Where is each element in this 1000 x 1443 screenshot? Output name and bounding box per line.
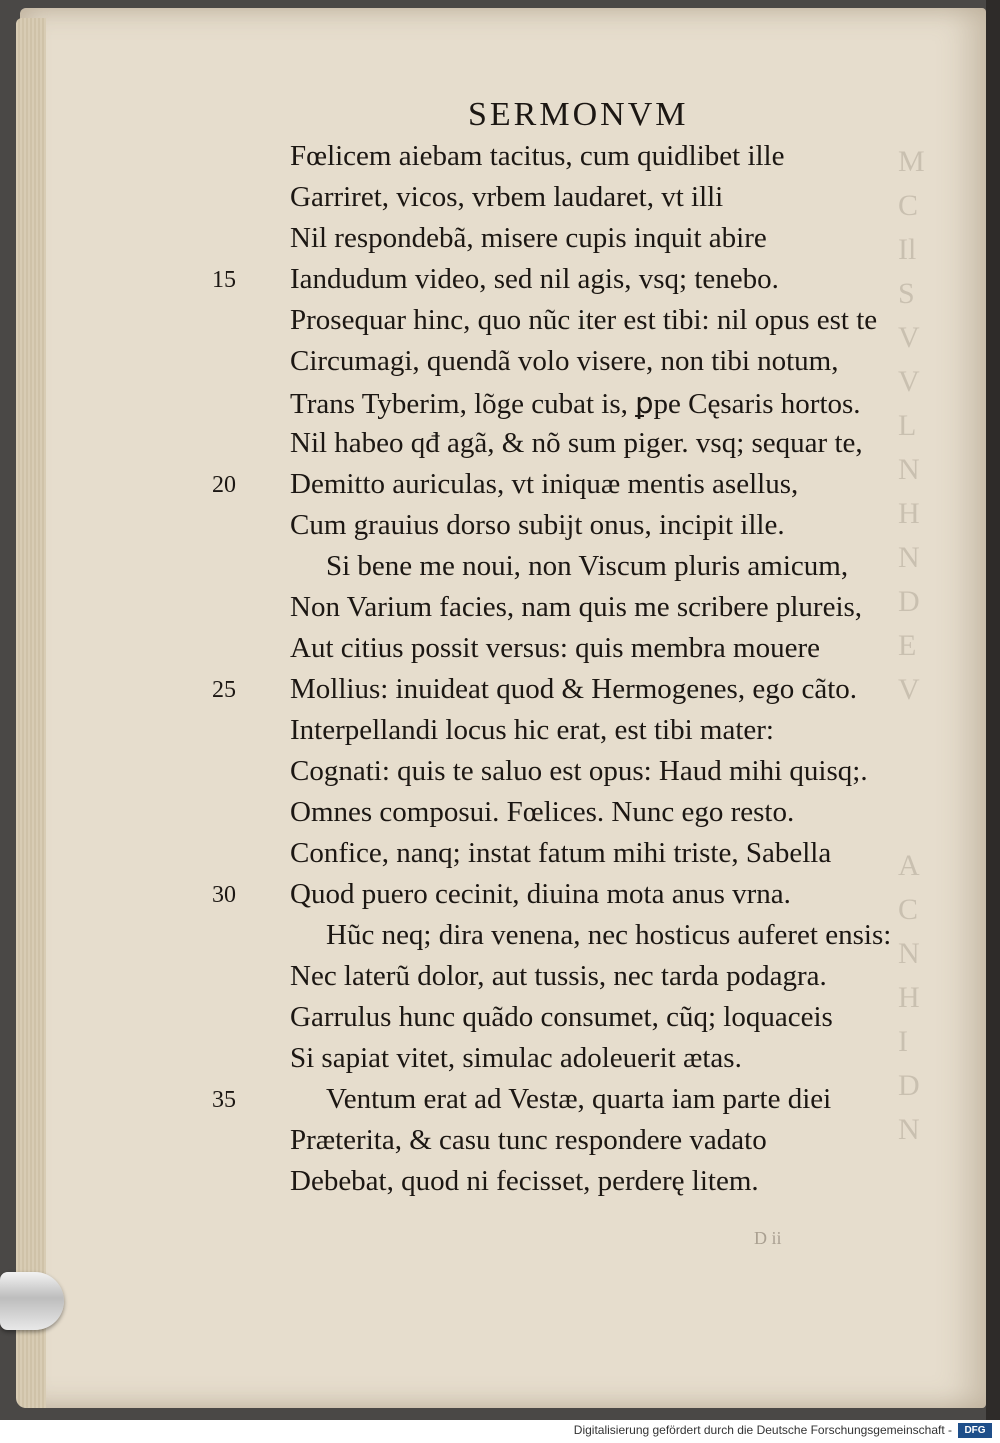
verse-line: Nil respondebã, misere cupis inquit abire [290, 222, 767, 254]
verse-line: Confice, nanq; instat fatum mihi triste, Sabella [290, 837, 832, 869]
line-number: 15 [212, 267, 236, 293]
book-gutter [986, 0, 1000, 1420]
verse-line: Fœlicem aiebam tacitus, cum quidlibet ille [290, 140, 785, 172]
line-number: 20 [212, 472, 236, 498]
verse-line: Iandudum video, sed nil agis, vsq; tenebo. [290, 263, 779, 295]
signature-mark: D ii [754, 1228, 782, 1248]
verse-line: Si bene me noui, non Viscum pluris amicum, [326, 550, 849, 582]
running-header: SERMONVM [468, 96, 689, 133]
verse-line: Cum grauius dorso subijt onus, incipit ille. [290, 509, 785, 541]
verse-line: Nec laterũ dolor, aut tussis, nec tarda podagra. [290, 960, 827, 992]
verse-line: Interpellandi locus hic erat, est tibi mater: [290, 714, 774, 746]
page-clip [0, 1272, 64, 1330]
page-edges [16, 18, 46, 1408]
book-page [20, 8, 986, 1408]
verse-line: Aut citius possit versus: quis membra mouere [290, 632, 820, 664]
verse-line: Omnes composui. Fœlices. Nunc ego resto. [290, 796, 795, 828]
dfg-logo: DFG [958, 1423, 992, 1438]
facing-page-bleed: M C Il S V V L N H N D E V A C N H I D N [898, 145, 925, 1146]
line-number: 30 [212, 882, 236, 908]
verse-line: Garrulus hunc quãdo consumet, cũq; loquaceis [290, 1001, 833, 1033]
verse-line: Garriret, vicos, vrbem laudaret, vt illi [290, 181, 724, 213]
verse-line: Nil habeo qđ agã, & nõ sum piger. vsq; sequar te, [290, 427, 863, 459]
verse-line: Circumagi, quendã volo visere, non tibi notum, [290, 345, 839, 377]
verse-line: Demitto auriculas, vt iniquæ mentis asellus, [290, 468, 799, 500]
verse-line: Prosequar hinc, quo nũc iter est tibi: nil opus est te [290, 304, 878, 336]
verse-line: Mollius: inuideat quod & Hermogenes, ego cãto. [290, 673, 858, 705]
verse-line: Hũc neq; dira venena, nec hosticus auferet ensis: [326, 919, 892, 951]
verse-line: Debebat, quod ni fecisset, perderę litem. [290, 1165, 759, 1197]
verse-line: Quod puero cecinit, diuina mota anus vrna. [290, 878, 791, 910]
footer-credit: Digitalisierung gefördert durch die Deutsche Forschungsgemeinschaft - [573, 1423, 952, 1437]
line-number: 35 [212, 1087, 236, 1113]
verse-line: Præterita, & casu tunc respondere vadato [290, 1124, 767, 1156]
digitization-footer [0, 1420, 1000, 1443]
verse-line: Ventum erat ad Vestæ, quarta iam parte diei [326, 1083, 832, 1115]
verse-line: Non Varium facies, nam quis me scribere plureis, [290, 591, 863, 623]
verse-line: Si sapiat vitet, simulac adoleuerit ætas. [290, 1042, 742, 1074]
line-number: 25 [212, 677, 236, 703]
verse-line: Cognati: quis te saluo est opus: Haud mihi quisq;. [290, 755, 868, 787]
verse-line: Trans Tyberim, lõge cubat is, ꝑpe Cęsaris hortos. [290, 388, 861, 420]
